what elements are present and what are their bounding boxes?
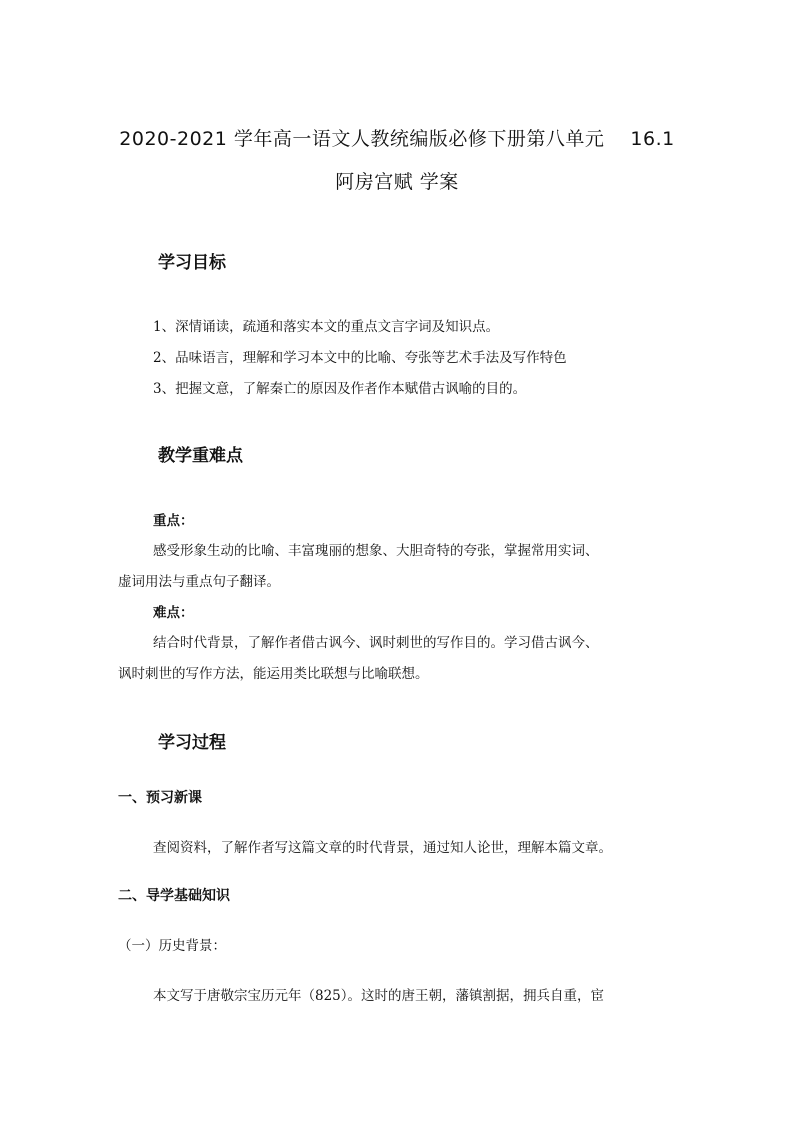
key-point-line-1: 感受形象生动的比喻、丰富瑰丽的想象、大胆奇特的夸张，掌握常用实词、	[153, 543, 599, 559]
document-title-line-2: 阿房宫赋 学案	[335, 171, 459, 193]
goals-heading: 学习目标	[158, 253, 226, 273]
section-2-title: 二、导学基础知识	[118, 888, 230, 904]
subsection-1-text: 本文写于唐敬宗宝历元年（825）。这时的唐王朝，藩镇割据，拥兵自重，宦	[153, 988, 605, 1004]
hard-point-line-2: 讽时刺世的写作方法，能运用类比联想与比喻联想。	[118, 666, 429, 682]
subsection-1-title: （一）历史背景：	[118, 938, 226, 954]
goal-item-1: 1、深情诵读，疏通和落实本文的重点文言字词及知识点。	[153, 319, 500, 335]
document-title-line-1: 2020-2021 学年高一语文人教统编版必修下册第八单元 16.1	[119, 128, 675, 150]
goal-item-2: 2、品味语言，理解和学习本文中的比喻、夸张等艺术手法及写作特色	[153, 350, 567, 366]
section-1-title: 一、预习新课	[118, 790, 202, 806]
hard-point-label: 难点：	[153, 605, 194, 621]
hard-point-line-1: 结合时代背景，了解作者借古讽今、讽时刺世的写作目的。学习借古讽今、	[153, 635, 599, 651]
process-heading: 学习过程	[158, 733, 226, 753]
section-1-text: 查阅资料，了解作者写这篇文章的时代背景，通过知人论世，理解本篇文章。	[153, 840, 612, 856]
difficulty-heading: 教学重难点	[158, 446, 243, 466]
key-point-label: 重点：	[153, 513, 194, 529]
goal-item-3: 3、把握文意，了解秦亡的原因及作者作本赋借古讽喻的目的。	[153, 381, 527, 397]
key-point-line-2: 虚词用法与重点句子翻译。	[118, 574, 280, 590]
